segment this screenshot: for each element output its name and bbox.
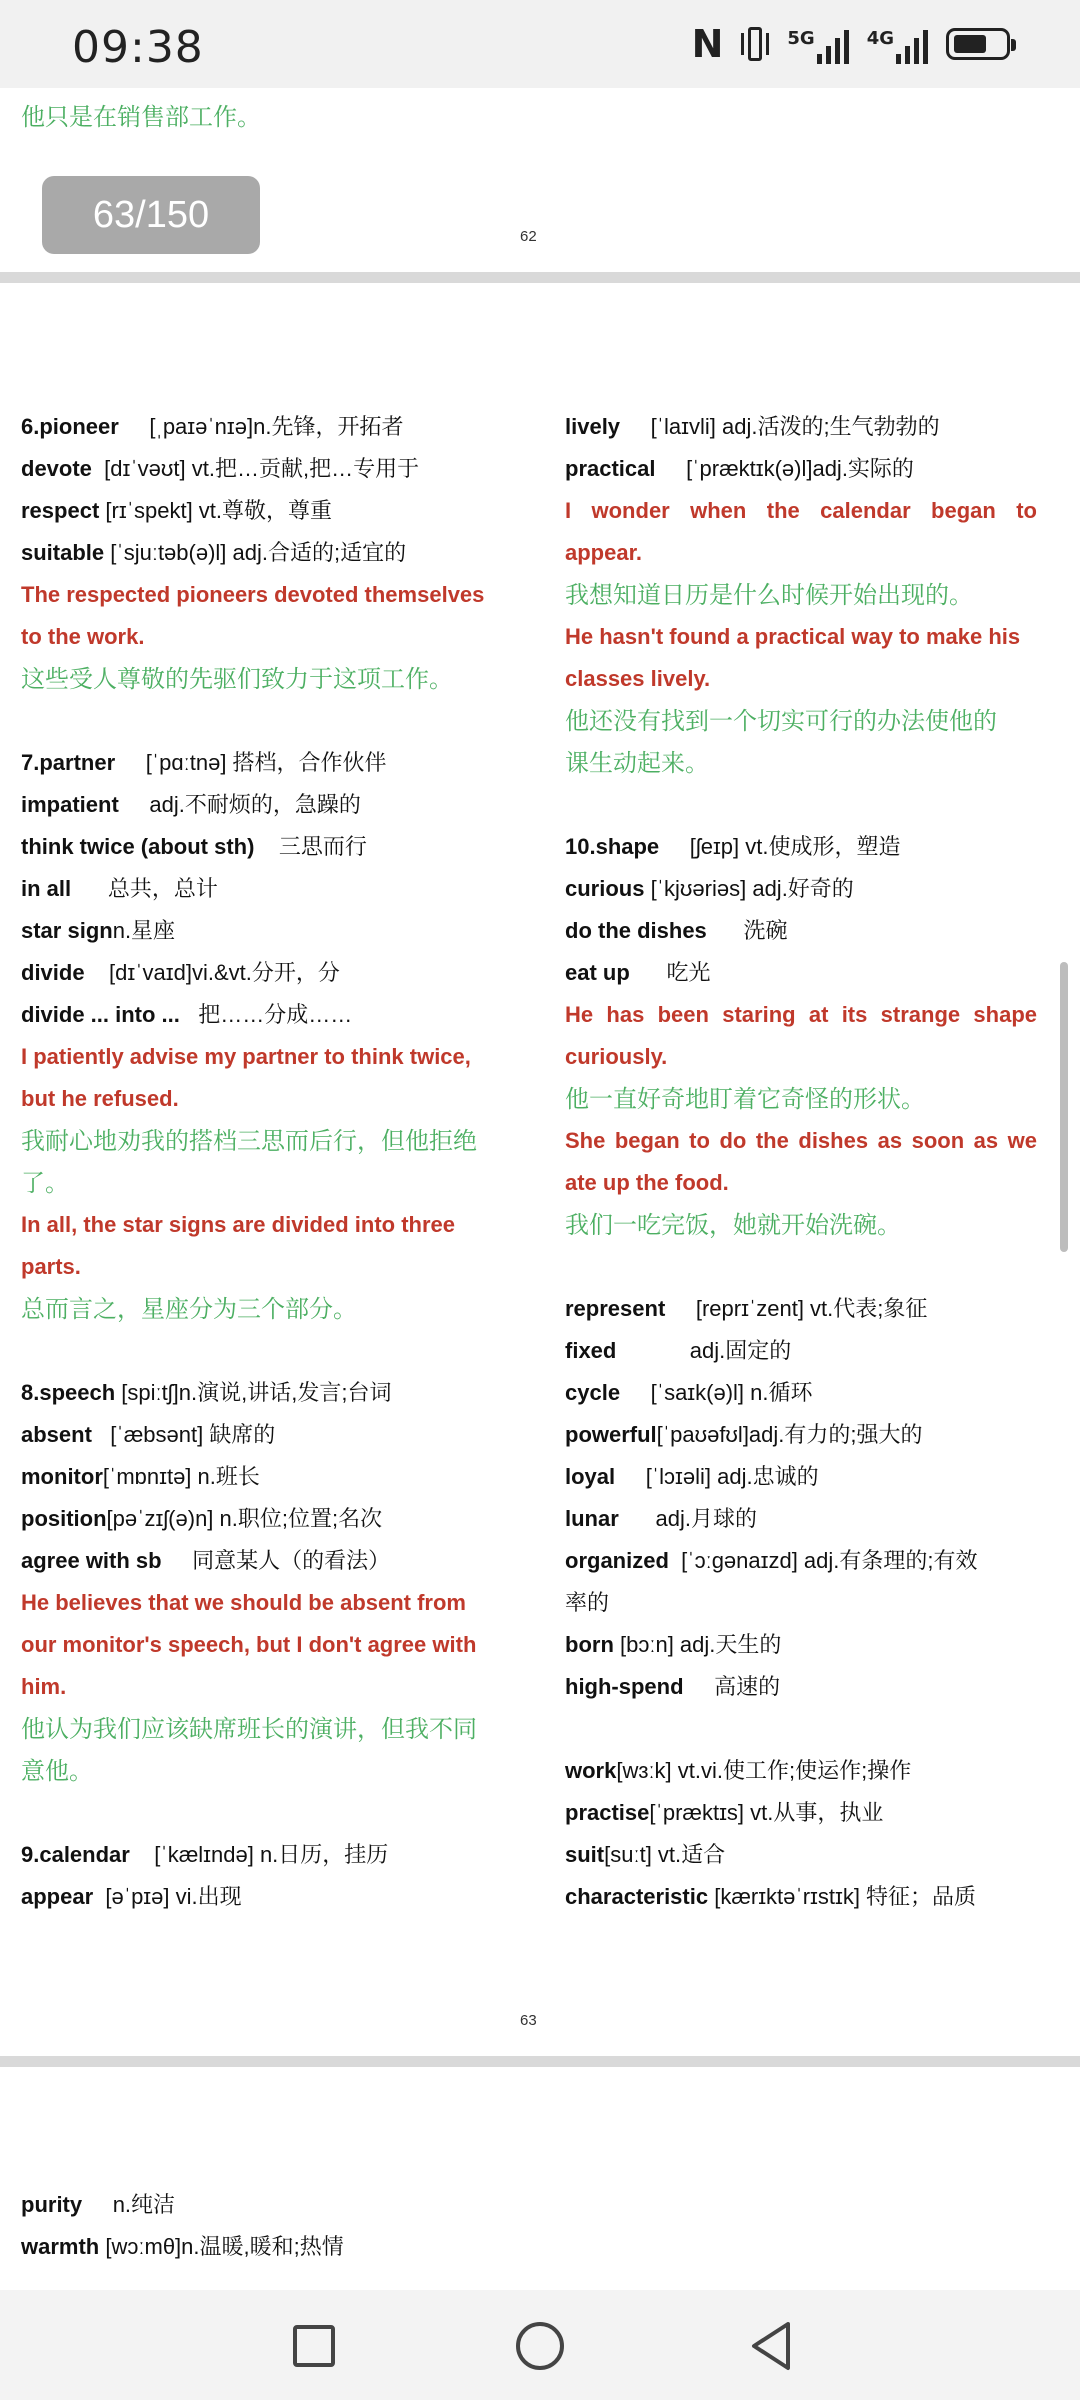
vocab-word: agree with sb [21,1548,162,1573]
sentence-translation: 我耐心地劝我的搭档三思而后行，但他拒绝 [21,1127,477,1155]
example-sentence: I patiently advise my partner to think twice, [21,1044,471,1069]
vocab-word: practical [565,456,656,481]
vocab-line [21,826,551,868]
vocab-line [21,448,551,490]
vocab-line [565,1372,1037,1414]
vocab-line [565,406,1037,448]
vocab-line [565,826,1037,868]
example-sentence: ate up the food. [565,1170,729,1195]
vocab-definition: [bɔːn] adj.天生的 [620,1632,782,1657]
vocab-definition: [ˈpræktɪk(ə)l]adj.实际的 [686,456,914,481]
sentence-translation: 我想知道日历是什么时候开始出现的。 [565,581,973,609]
vocab-line [21,2226,551,2268]
sentence-translation: 总而言之，星座分为三个部分。 [21,1295,357,1323]
vocab-line [21,910,551,952]
page-number: 62 [520,228,537,245]
recent-apps-button[interactable] [286,2318,342,2374]
page-divider [0,272,1080,283]
vocab-definition: 三思而行 [278,834,367,859]
vocab-word: suitable [21,540,105,565]
vocab-line [21,1372,551,1414]
vocab-line [21,406,551,448]
back-triangle-icon [744,2318,800,2374]
vocab-line [21,1834,551,1876]
vocab-word: star sign [21,918,113,943]
vocab-definition: 高速的 [714,1674,781,1699]
scrollbar-thumb[interactable] [1060,962,1068,1252]
vocab-word: cycle [565,1380,621,1405]
vocab-line [565,1834,1037,1876]
vocab-line [565,1498,1037,1540]
example-sentence: curiously. [565,1044,668,1069]
status-icons [692,24,1010,64]
vocab-definition: 吃光 [666,960,711,985]
vocab-word: suit [565,1842,605,1867]
vocab-line [21,490,551,532]
vocab-line [21,1456,551,1498]
example-sentence: to the work. [21,624,145,649]
vibrate-icon [741,25,769,63]
vocab-word: 6.pioneer [21,414,119,439]
vocab-word: 10.shape [565,834,660,859]
vocab-definition: n.纯洁 [112,2192,176,2217]
vocab-line [21,2184,551,2226]
vocab-word: divide ... into ... [21,1002,180,1027]
vocab-line [565,1624,1037,1666]
sentence-translation: 了。 [21,1169,69,1197]
vocab-definition: [pəˈzɪʃ(ə)n] n.职位;位置;名次 [106,1506,383,1531]
vocab-definition: [ʃeɪp] vt.使成形，塑造 [689,834,901,859]
sentence-translation: 这些受人尊敬的先驱们致力于这项工作。 [21,665,453,693]
sentence-translation: 他认为我们应该缺席班长的演讲，但我不同 [21,1715,477,1743]
sentence-translation: 他还没有找到一个切实可行的办法使他的 [565,707,997,735]
example-sentence: In all, the star signs are divided into three [21,1212,455,1237]
signal-icon: 4G [867,24,928,64]
example-sentence: but he refused. [21,1086,179,1111]
example-sentence: He believes that we should be absent from [21,1590,466,1615]
vocab-line [565,1456,1037,1498]
right-column [565,406,1037,1918]
vocab-word: practise [565,1800,650,1825]
vocab-word: warmth [21,2234,100,2259]
vocab-word: purity [21,2192,83,2217]
vocab-definition: [ˈlɔɪəli] adj.忠诚的 [645,1464,819,1489]
status-time: 09:38 [72,22,204,73]
vocab-word: represent [565,1296,666,1321]
vocab-definition: [ˈpɑːtnə] 搭档，合作伙伴 [145,750,387,775]
vocab-line: 率的 [565,1590,610,1615]
navigation-bar [0,2290,1080,2400]
sentence-translation: 他一直好奇地盯着它奇怪的形状。 [565,1085,925,1113]
vocab-word: high-spend [565,1674,684,1699]
vocab-definition: [ˈpræktɪs] vt.从事，执业 [649,1800,884,1825]
example-sentence: The respected pioneers devoted themselves [21,582,485,607]
vocab-definition: [əˈpɪə] vi.出现 [105,1884,242,1909]
vocab-line [565,448,1037,490]
vocab-word: absent [21,1422,92,1447]
vocab-line [565,1414,1037,1456]
vocab-line [21,1498,551,1540]
vocab-definition: [wɔːmθ]n.温暖,暖和;热情 [105,2234,344,2259]
vocab-word: lunar [565,1506,619,1531]
vocab-definition: [dɪˈvaɪd]vi.&vt.分开，分 [109,960,340,985]
page-divider [0,2056,1080,2067]
vocab-word: think twice (about sth) [21,834,255,859]
vocab-definition: [suːt] vt.适合 [604,1842,726,1867]
vocab-definition: [spiːtʃ]n.演说,讲话,发言;台词 [121,1380,392,1405]
vocab-definition: 洗碗 [743,918,788,943]
vocab-word: devote [21,456,92,481]
vocab-word: eat up [565,960,630,985]
page-number: 63 [520,2012,537,2029]
example-sentence: classes lively. [565,666,711,691]
vocab-definition: 总共，总计 [107,876,218,901]
vocab-line [21,952,551,994]
status-bar [0,0,1080,88]
page-62-translation: 他只是在销售部工作。 [21,103,261,131]
vocab-definition: [ˈɔːgənaɪzd] adj.有条理的;有效 [681,1548,978,1573]
vocab-line [21,1540,551,1582]
document-viewer[interactable] [0,88,1080,2290]
example-sentence: I wonder when the calendar began to [565,498,1037,523]
vocab-line [565,1666,1037,1708]
vocab-definition: [dɪˈvəʊt] vt.把…贡献,把…专用于 [104,456,420,481]
vocab-definition: [ˈsaɪk(ə)l] n.循环 [650,1380,813,1405]
vocab-word: work [565,1758,617,1783]
vocab-definition: [ˈmɒnɪtə] n.班长 [102,1464,260,1489]
example-sentence: He has been staring at its strange shape [565,1002,1037,1027]
vocab-definition: [ˈsjuːtəb(ə)l] adj.合适的;适宜的 [110,540,407,565]
vocab-line [21,532,551,574]
vocab-word: fixed [565,1338,617,1363]
vocab-definition: [kærɪktəˈrɪstɪk] 特征；品质 [714,1884,977,1909]
example-sentence: appear. [565,540,643,565]
vocab-definition: 把……分成…… [198,1002,353,1027]
battery-icon [946,28,1010,60]
vocab-line [565,1288,1037,1330]
sentence-translation: 意他。 [21,1757,93,1785]
vocab-word: 8.speech [21,1380,116,1405]
vocab-line [21,1876,551,1918]
vocab-line [21,784,551,826]
signal-icon: 5G [787,24,848,64]
next-page-fragment [21,2184,551,2268]
vocab-word: appear [21,1884,94,1909]
vocab-definition: [wɜːk] vt.vi.使工作;使运作;操作 [616,1758,912,1783]
vocab-definition: [ˈpaʊəfʊl]adj.有力的;强大的 [656,1422,923,1447]
back-button[interactable] [744,2318,800,2374]
vocab-word: in all [21,876,72,901]
example-sentence: He hasn't found a practical way to make his [565,624,1021,649]
vocab-definition: adj.固定的 [689,1338,792,1363]
example-sentence: him. [21,1674,67,1699]
vocab-line [21,994,551,1036]
vocab-line [565,1876,1037,1918]
vocab-word: organized [565,1548,669,1573]
vocab-line [565,1330,1037,1372]
circle-icon [516,2322,564,2370]
square-icon [293,2325,335,2367]
vocab-definition: [reprɪˈzent] vt.代表;象征 [695,1296,928,1321]
vocab-line [565,868,1037,910]
vocab-line [565,1792,1037,1834]
vocab-word: impatient [21,792,119,817]
home-button[interactable] [512,2318,568,2374]
vocab-word: divide [21,960,85,985]
vocab-line [565,1750,1037,1792]
vocab-line [565,910,1037,952]
vocab-line [21,1414,551,1456]
vocab-word: do the dishes [565,918,707,943]
nfc-icon: N [691,22,724,66]
vocab-word: curious [565,876,645,901]
vocab-word: characteristic [565,1884,709,1909]
vocab-definition: adj.月球的 [655,1506,757,1531]
vocab-definition: adj.不耐烦的，急躁的 [149,792,361,817]
example-sentence: parts. [21,1254,81,1279]
vocab-word: respect [21,498,100,523]
vocab-line [565,952,1037,994]
vocab-word: loyal [565,1464,616,1489]
vocab-definition: [ˈæbsənt] 缺席的 [110,1422,276,1447]
vocab-word: position [21,1506,107,1531]
example-sentence: our monitor's speech, but I don't agree with [21,1632,477,1657]
vocab-definition: [ˈkælɪndə] n.日历，挂历 [154,1842,389,1867]
vocab-word: monitor [21,1464,103,1489]
vocab-word: born [565,1632,614,1657]
sentence-translation: 课生动起来。 [565,749,709,777]
page-indicator-badge: 63/150 [42,176,260,254]
example-sentence: She began to do the dishes as soon as we [565,1128,1037,1153]
vocab-line [21,742,551,784]
vocab-word: lively [565,414,621,439]
vocab-definition: n.星座 [112,918,176,943]
sentence-translation: 我们一吃完饭，她就开始洗碗。 [565,1211,901,1239]
vocab-word: 7.partner [21,750,116,775]
vocab-word: 9.calendar [21,1842,130,1867]
vocab-line [21,868,551,910]
vocab-definition: [rɪˈspekt] vt.尊敬，尊重 [105,498,333,523]
vocab-word: powerful [565,1422,657,1447]
vocab-line [565,1540,1037,1582]
left-column [21,406,551,1918]
vocab-definition: [ˈkjʊəriəs] adj.好奇的 [650,876,854,901]
vocab-definition: [ˈlaɪvli] adj.活泼的;生气勃勃的 [650,414,940,439]
vocab-definition: 同意某人（的看法） [192,1548,391,1573]
vocab-definition: [ˌpaɪəˈnɪə]n.先锋，开拓者 [149,414,404,439]
